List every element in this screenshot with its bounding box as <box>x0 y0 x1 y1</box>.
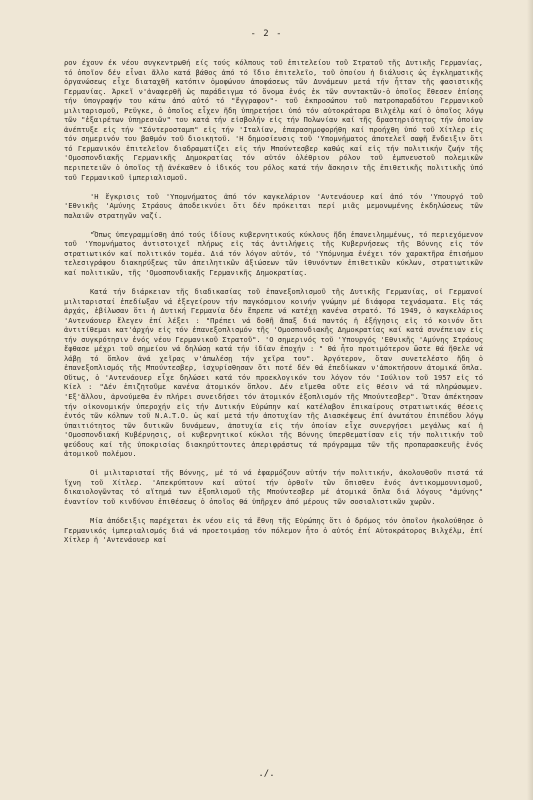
page-edge-shadow <box>527 0 533 800</box>
continuation-mark: ./. <box>258 769 275 779</box>
paragraph-6: Μία ἀπόδειξις παρέχεται ἐκ νέου εἰς τά ἔθνη τῆς Εὐρώπης ὅτι ὁ δρόμος τόν ὁποῖον ἠκολούθησε ὁ Γερμανικός ἰμπεριαλισμός διά νά προετοιμάσῃ τόν πόλεμον ἦτο ὁ αὐτός ἐπί Αὐτοκράτορος Βιλχέλμ, ἐπί Χίτλερ ἡ 'Αντενάουερ καί <box>64 516 483 545</box>
document-body <box>64 58 483 554</box>
paragraph-4: Κατά τήν διάρκειαν τῆς διαδικασίας τοῦ ἐπανεξοπλισμοῦ τῆς Δυτικῆς Γερμανίας, οἱ Γερμανοί μιλιταρισταί ἐπεδίωξαν νά ἐξεγείρουν τήν παγκόσμιον κοινήν γνώμην μέ διάφορα τεχνάσματα. Εἰς τάς ἀρχάς, ἐβίλωσαν ὅτι ἡ Δυτική Γερμανία δέν ἔπρεπε νά κατέχῃ κανένα στρατό. Τό 1949, ὁ καγκελάριος 'Αντενάουερ ἔλεγεν ἐπί λέξει : "Πρέπει νά δοθῆ ἅπαξ διά παντός ἡ ἐξήγησις εἰς τό κοινόν ὅτι ἀντιτίθεμαι κατ'ἀρχήν εἰς τόν ἐπανεξοπλισμόν τῆς 'Ομοσπονδιακῆς Δημοκρατίας καί κατά συνέπειαν εἰς τήν συγκρότησιν ἑνός νέου Γερμανικοῦ Στρατοῦ". 'Ο σημερινός τοῦ 'Υπουργός 'Εθνικῆς 'Αμύνης Στράους ἔφθασε μέχρι τοῦ σημείου νά δηλώσῃ κατά τήν ἰδίαν ἐποχήν : " Θά ἦτο προτιμότερον ὥστε θά ἤθελε νά λάβῃ τό ὅπλον ἀνά χεῖρας ν'ἀπωλέσῃ τήν χεῖρα του". Ἀργότερον, ὅταν συνετελέστο ἤδη ὁ ἐπανεξοπλισμός τῆς Μπούντεσβερ, ἰσχυρίσθησαν ὅτι ποτέ δέν θά ἐπεδίωκαν ν'ἀποκτήσουν ἀτομικά ὅπλα. Οὕτως, ὁ 'Αντενάουερ εἶχε δηλώσει κατά τόν προεκλογικόν του λόγον τόν 'Ιούλιον τοῦ 1957 εἰς τό Κίελ : "Δέν ἐπιζητοῦμε κανένα ἀτομικόν ὅπλον. Δέν εἴμεθα οὔτε εἰς θέσιν νά τά πληρώσωμεν. 'Εξ'ἄλλου, ἀρνούμεθα ἐν πλήρει συνειδήσει τόν ἀτομικόν ἐξοπλισμόν τῆς Μπούντεσβερ". Ὅταν ἀπέκτησαν τήν οἰκονομικήν ὑπεροχήν εἰς τήν Δυτικήν Εὐρώπην καί κατέλαβον ἐπικαίρους στρατιωτικάς θέσεις ἐντός τῶν κόλπων τοῦ N.A.T.O. ὡς καί μετά τήν ἀποτυχίαν τῆς Διασκέψεως ἐπί ἀνωτάτου ἐπιπέδου λόγῳ ὑπαιτιότητος τῶν δυτικῶν δυνάμεων, ἀποτυχία εἰς τήν ὁποίαν εἶχε συνεργήσει μεγάλως καί ἡ 'Ομοσπονδιακή Κυβέρνησις, οἱ κυβερνητικοί κύκλοι τῆς Βόννης ὑπερθεματίσαν εἰς τήν πολιτικήν τοῦ ψεύδους καί τῆς ὑποκρισίας διακηρύττοντες ἀπεριφράστως τά πρόγραμμα τῶν τῆς προπαρασκευῆς ἑνός ἀτομικοῦ πολέμου. <box>64 286 483 459</box>
paragraph-1: ρον έχουν έκ νέου συγκεντρωθή είς τούς κόλπους τοῦ ἐπιτελείου τοῦ Στρατοῦ τῆς Δυτικῆς Γερμανίας, τό ὁποῖον δέν εἶναι ἄλλο κατά βάθος ἀπό τό ἴδιο ἐπιτελεῖο, τοῦ ὁποίου ἡ διάλυσις ὡς ἐγκληματικῆς ὀργανώσεως εἶχε διαταχθῆ κατόπιν ὁμοφώνου ἀποφάσεως τῶν Δυνάμεων μετά τήν ἧτταν τῆς φασιστικῆς Γερμανίας. Ἀρκεῖ ν'ἀναφερθῆ ὡς παράδειγμα τό ὄνομα ἑνός ἐκ τῶν συντακτῶν-ὁ ὁποῖος ἔθεσεν ἐπίσης τήν ὑπογραφήν του κάτω ἀπό αὐτό τό "ἔγγραφον"- τοῦ ἐκπροσώπου τοῦ πατροπαραδότου Γερμανικοῦ μιλιταρισμοῦ, Ρεϋγκε, ὁ ὁποῖος εἶχεν ἤδη ὑπηρετήσει ὑπό τόν αὐτοκράτορα Βιλχέλμ καί ὁ ὁποῖος λόγῳ τῶν "ἐξαιρέτων ὑπηρεσιῶν" του κατά τήν εἰσβολήν εἰς τήν Πολωνίαν καί τῆς δραστηριότητος τήν ὁποίαν ἀνέπτυξε εἰς τήν "Σόντεροσταμπ" εἰς τήν 'Ιταλίαν, ἐπαρασημοφορήθη καί προήχθη ὑπό τοῦ Χίτλερ εἰς τόν σημερινόν του βαθμόν τοῦ διοικητοῦ. 'Η δημοσίευσις τοῦ 'Υπομνήματος ἀποτελεῖ σαφῆ ἔνδειξιν ὅτι τό Γερμανικόν ἐπιτελεῖον διαδραματίζει εἰς τήν Μπούντεσβερ καθώς καί εἰς τήν πολιτικήν ζωήν τῆς 'Ομοσπονδιακῆς Γερμανικῆς Δημοκρατίας τόν αὐτόν ὀλέθριον ρόλον τοῦ ἐμπνευστοῦ πολεμικῶν περιπετειῶν ὁ ὁποῖος τῇ ἀνέκαθεν ὁ ἰδικός του ρόλος κατά τήν ἄσκησιν τῆς ἐπιθετικῆς πολιτικῆς ὑπό τοῦ Γερμανικοῦ ἰμπεριαλισμοῦ. <box>64 58 483 182</box>
page-number: - 2 - <box>250 29 283 39</box>
paragraph-2: 'Η ἔγκρισις τοῦ 'Υπομνήματος ἀπό τόν καγκελάριον 'Αντενάουερ καί ἀπό τόν 'Υπουργό τοῦ 'Εθνικῆς 'Αμύνης Στράους ἀποδεικνύει ὅτι δέν πρόκειται περί μιᾶς μεμονωμένης ἐκδηλώσεως τῶν παλαιῶν στρατηγῶν ναζί. <box>64 191 483 220</box>
paragraph-3: "Ὅπως ὑπεγραμμίσθη ἀπό τούς ἰδίους κυβερνητικούς κύκλους ἤδη ἐπανειλημμένως, τό περιεχόμενον τοῦ 'Υπομνήματος ἀντιστοιχεῖ πλήρως εἰς τάς ἀντιλήψεις τῆς Κυβερνήσεως τῆς Βόννης εἰς τόν στρατιωτικόν καί πολιτικόν τομέα. Διά τόν λόγον αὐτόν, τό 'Υπόμνημα ἐνέχει τόν χαρακτῆρα ἐπισήμου τελεσιγράφου διακηρύξεως τῶν ἀπειλητικῶν ἀξιώσεων τῶν ἰθυνόντων ἐπιθετικῶν κύκλων, στρατιωτικῶν καί πολιτικῶν, τῆς 'Ομοσπονδιακῆς Γερμανικῆς Δημοκρατίας. <box>64 229 483 277</box>
paragraph-5: Οἱ μιλιταρισταί τῆς Βόννης, μέ τό νά ἐφαρμόζουν αὐτήν τήν πολιτικήν, ἀκολουθοῦν πιστά τά ἴχνη τοῦ Χίτλερ. 'Απεκρύπτουν καί αὐτοί τήν ὁρθοῖν τῶν ὄπισθεν ἑνός ἀντικομμουνισμοῦ, δικαιολογῶντας τό αἴτημά των ἐξοπλισμοῦ τῆς Μπούντεσβερ μέ ἀτομικά ὅπλα διά λόγους "ἀμύνης" ἐναντίον τοῦ κινδύνου ἐπιθέσεως ὁ ὁποῖος θά ὑπῆρχεν ἀπό μέρους τῶν σοσιαλιστικῶν χωρῶν. <box>64 468 483 506</box>
